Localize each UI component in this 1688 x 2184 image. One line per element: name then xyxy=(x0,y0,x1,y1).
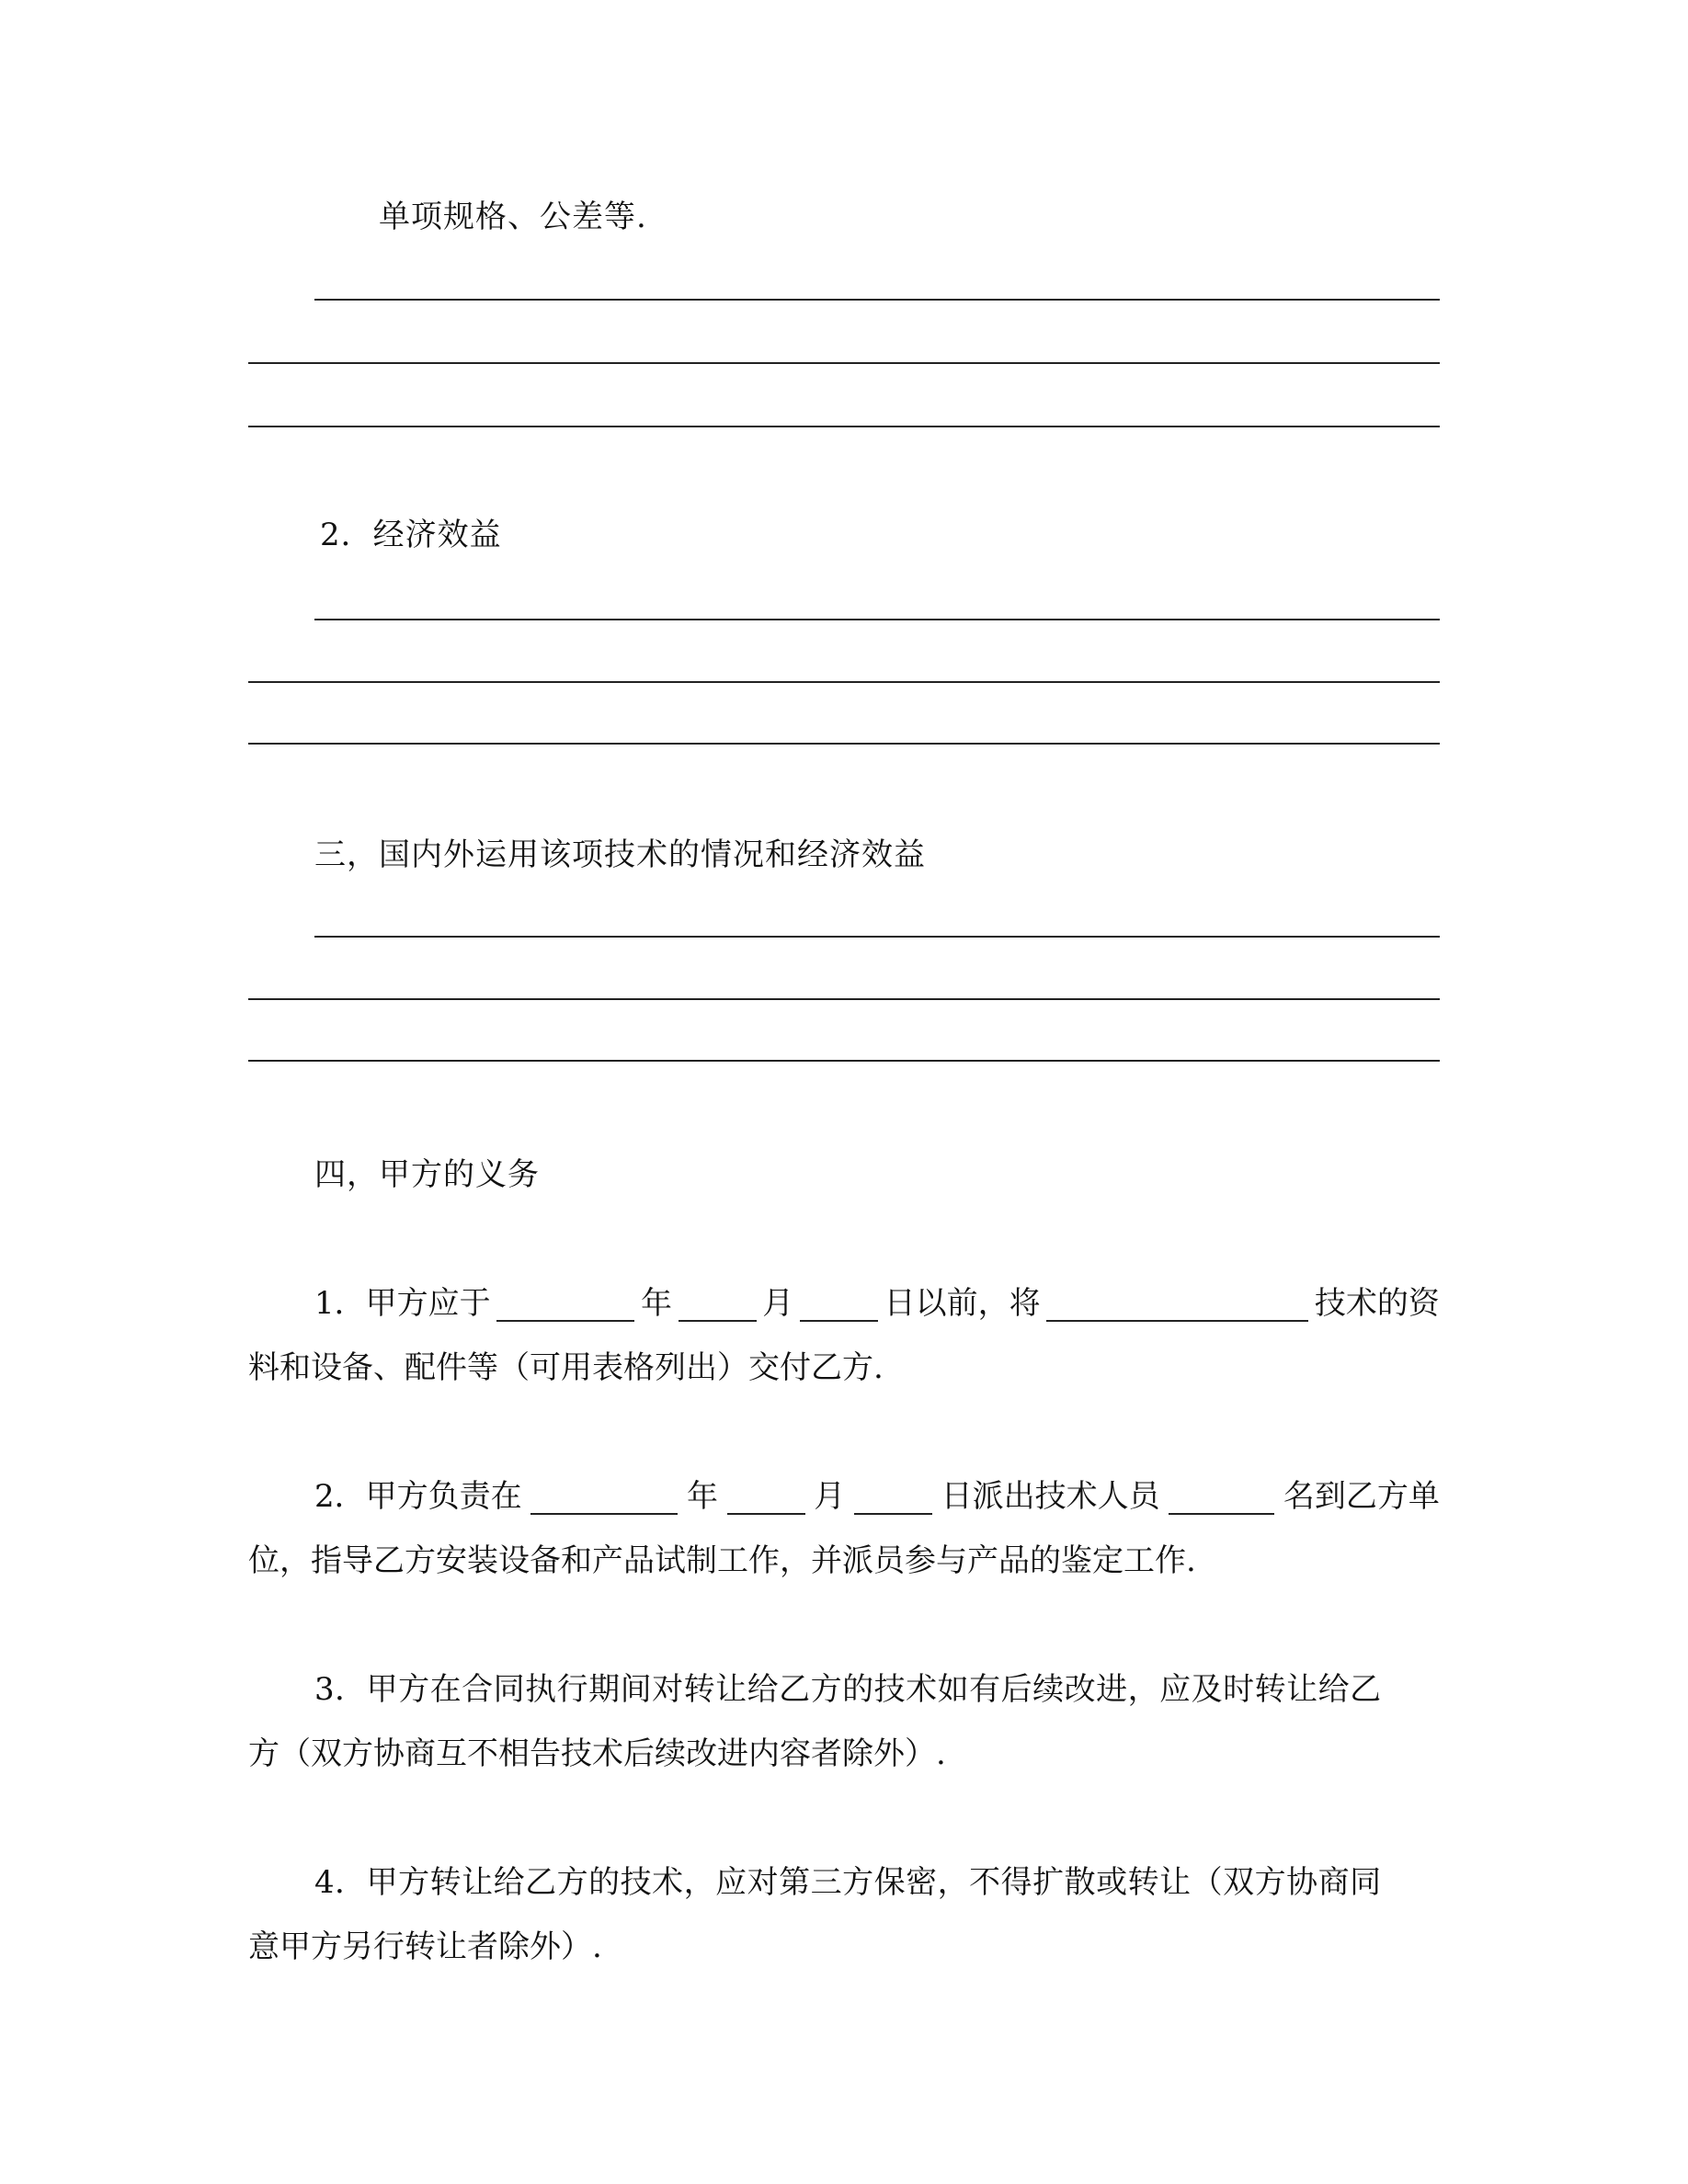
fill-in-line[interactable] xyxy=(248,998,1440,1000)
day-blank[interactable] xyxy=(854,1485,932,1515)
fill-in-line[interactable] xyxy=(248,426,1440,427)
obligation-item-3-cont: 方（双方协商互不相告技术后续改进内容者除外）. xyxy=(248,1735,946,1772)
fill-in-line[interactable] xyxy=(314,299,1440,301)
item2-year-label: 年 xyxy=(686,1478,718,1515)
month-blank[interactable] xyxy=(727,1485,805,1515)
year-blank[interactable] xyxy=(530,1485,678,1515)
obligation-item-3: 3．甲方在合同执行期间对转让给乙方的技术如有后续改进，应及时转让给乙 xyxy=(314,1671,1382,1708)
fill-in-line[interactable] xyxy=(314,619,1440,620)
fill-in-line[interactable] xyxy=(248,743,1440,745)
day-blank[interactable] xyxy=(800,1292,878,1322)
obligation-item-1 xyxy=(314,1285,1440,1322)
fill-in-line[interactable] xyxy=(248,1060,1440,1062)
technology-name-blank[interactable] xyxy=(1046,1292,1308,1322)
item1-prefix: 1．甲方应于 xyxy=(314,1285,491,1322)
item2-prefix: 2．甲方负责在 xyxy=(314,1478,522,1515)
item1-month-label: 月 xyxy=(762,1285,794,1322)
personnel-count-blank[interactable] xyxy=(1169,1485,1274,1515)
item1-tech-text: 技术的资 xyxy=(1314,1285,1440,1322)
item2-month-label: 月 xyxy=(814,1478,846,1515)
spec-tolerance-heading: 单项规格、公差等. xyxy=(379,199,647,235)
obligation-item-2-cont: 位，指导乙方安装设备和产品试制工作，并派员参与产品的鉴定工作. xyxy=(248,1542,1196,1579)
obligation-item-1-cont: 料和设备、配件等（可用表格列出）交付乙方. xyxy=(248,1349,884,1386)
obligation-item-4: 4．甲方转让给乙方的技术，应对第三方保密，不得扩散或转让（双方协商同 xyxy=(314,1864,1382,1901)
item1-day-text: 日以前，将 xyxy=(884,1285,1041,1322)
obligation-item-2 xyxy=(314,1478,1440,1515)
fill-in-line[interactable] xyxy=(314,936,1440,938)
year-blank[interactable] xyxy=(496,1292,634,1322)
party-a-obligations-heading: 四，甲方的义务 xyxy=(314,1156,540,1193)
item1-year-label: 年 xyxy=(640,1285,672,1322)
fill-in-line[interactable] xyxy=(248,681,1440,683)
item2-arrive-text: 名到乙方单 xyxy=(1283,1478,1440,1515)
economic-benefit-heading: 2．经济效益 xyxy=(320,517,502,553)
obligation-item-4-cont: 意甲方另行转让者除外）. xyxy=(248,1928,602,1965)
item2-dispatch-text: 日派出技术人员 xyxy=(941,1478,1160,1515)
domestic-foreign-usage-heading: 三，国内外运用该项技术的情况和经济效益 xyxy=(314,836,926,873)
fill-in-line[interactable] xyxy=(248,362,1440,364)
month-blank[interactable] xyxy=(679,1292,757,1322)
